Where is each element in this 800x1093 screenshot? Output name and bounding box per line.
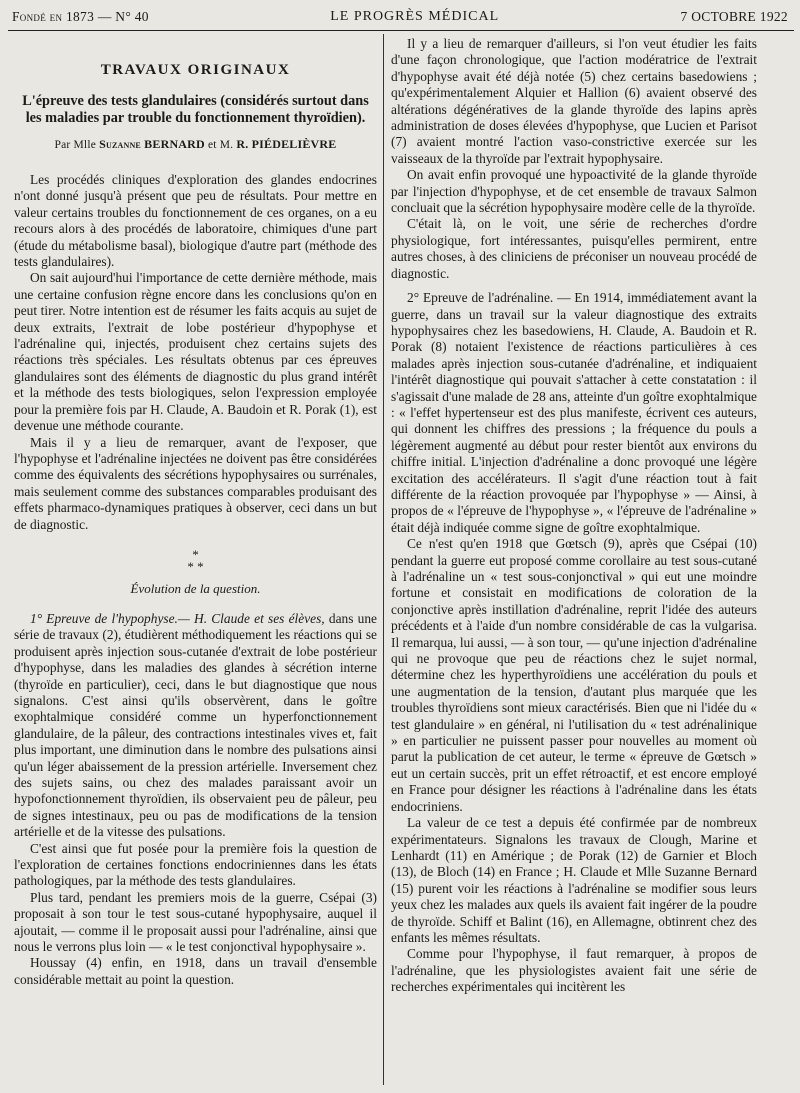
author-prefix: Par Mlle	[54, 139, 97, 151]
column-divider	[383, 34, 384, 1085]
right-paragraph-3: C'était là, on le voit, une série de recherches d'ordre physiologique, fort intéressantes, puisqu'elles permirent, entre autres choses, à des cliniciens de préconiser un nouveau procédé de diagnostic.	[391, 216, 757, 281]
asterism	[14, 546, 377, 574]
spacer	[391, 282, 757, 290]
left-paragraph-1: Les procédés cliniques d'exploration des glandes endocrines n'ont donné jusqu'à présent que peu de résultats. Pour mettre en valeur certains troubles du fonctionnement de ces organes, on a eu recours alors à des procédés de laboratoire, chimiques d'une part (étude du métabolisme basal), biologique d'autre part (méthode des tests glandulaires).	[14, 172, 377, 270]
header-founded: Fondé en 1873 — N° 40	[12, 9, 149, 24]
article-authors	[14, 137, 377, 152]
left-paragraph-4-lead: 1° Epreuve de l'hypophyse.— H. Claude et ses élèves,	[30, 610, 325, 626]
right-paragraph-7: Comme pour l'hypophyse, il faut remarquer, à propos de l'adrénaline, que les physiologistes avaient fait une série de recherches expérimentales qui incitèrent les	[391, 946, 757, 995]
right-paragraph-1: Il y a lieu de remarquer d'ailleurs, si l'on veut étudier les faits d'une façon chronologique, que l'action modératrice de l'extrait d'hypophyse avait été déjà notée (5) chez certains basedowiens ; qu'expérimentalement Alquier et Hallion (6) avaient observé des altérations dégénératives de la glande thyroïde des lapins après administration de doses élevées d'hypophyse, que Lucien et Parisot (7) avaient montré l'action vaso-constrictive exercée sur les vaisseaux de la thyroïde par l'extrait hypophysaire.	[391, 36, 757, 166]
right-paragraph-2: On avait enfin provoqué une hypoactivité de la glande thyroïde par l'injection d'hypophyse, et de cet ensemble de travaux Salmon concluait que la sécrétion hypophysaire modère celle de la thyroïde.	[391, 167, 757, 216]
asterism-bottom: * *	[187, 558, 204, 574]
subsection-heading: Évolution de la question.	[130, 580, 261, 596]
section-title: TRAVAUX ORIGINAUX	[100, 62, 291, 78]
header-date: 7 OCTOBRE 1922	[680, 9, 788, 24]
left-paragraph-7: Houssay (4) enfin, en 1918, dans un travail d'ensemble considérable mettait au point la question.	[14, 955, 377, 987]
left-column	[14, 36, 377, 1089]
right-paragraph-4: 2° Epreuve de l'adrénaline. — En 1914, immédiatement avant la guerre, dans un travail sur la valeur diagnostique des extraits hypophysaires chez les basedowiens, H. Claude, A. Baudoin et R. Porak (8) notaient l'existence de réactions particulières à ces malades après injection sous-cutanée d'adrénaline, et indiquaient l'intérêt diagnostique qui pouvait s'attacher à cette constatation : il s'agissait d'une malade de 28 ans, atteinte d'un goître exophtalmique : « l'effet hypertenseur est des plus manifeste, écrivent ces auteurs, qui donnent les chiffres des pressions ; la fréquence du pouls a légèrement augmenté au début pour rester bientôt aux environs du chiffre initial. L'injection d'adrénaline a donc provoqué une légère excitation des accélérateurs. Il s'agit d'une réaction tout à fait différente de la réaction provoquée par l'hypophyse » — Ainsi, à propos de « l'épreuve de l'hypophyse », « l'épreuve de l'adrénaline » était déjà indiquée comme signe de goître exophtalmique.	[391, 290, 757, 535]
right-column	[391, 36, 757, 1089]
header-journal-title: LE PROGRÈS MÉDICAL	[330, 9, 500, 24]
left-paragraph-2: On sait aujourd'hui l'importance de cette dernière méthode, mais une certaine confusion règne encore dans les conclusions qu'on en peut tirer. Notre intention est de résumer les faits acquis au sujet de deux extraits, l'extrait de lobe postérieur d'hypophyse et l'adrénaline qui, injectés, produisent chez certains sujets des réactions très spéciales. Les résultats obtenus par ces épreuves glandulaires sont des éléments de diagnostic du plus grand intérêt et la méthode des tests biologiques, selon l'expression employée pour la première fois par H. Claude, A. Baudoin et R. Porak (1), est devenue une méthode courante.	[14, 270, 377, 434]
header-rule	[8, 30, 794, 31]
left-paragraph-4-body: dans une série de travaux (2), étudièrent méthodiquement les réactions qui se produisent après injection sous-cutanée d'extrait de lobe postérieur d'hypophyse, dans les maladies des glandes à sécrétion interne (thyroïde en particulier), ceci, dans le but diagnostique que nous signalons. C'est ainsi qu'ils observèrent, dans le goître exophtalmique considéré comme un hyperfonctionnement glandulaire, de la pâleur, des contractions intestinales vives et, fait plus important, une diminution dans le nombre des pulsations ainsi qu'un léger abaissement de la pression artérielle. Inversement chez des sujets sains, ou chez des malades paraissant avoir un hypofonctionnement thyroïdien, ils observaient peu de pâleur, peu de signes intestinaux, peu ou pas de modifications de la tension artérielle et de la vitesse des pulsations.	[14, 610, 377, 840]
author-1: Suzanne BERNARD	[99, 137, 205, 151]
left-paragraph-3: Mais il y a lieu de remarquer, avant de l'exposer, que l'hypophyse et l'adrénaline injectées ne doivent pas être considérées comme des équivalents des sécrétions hypophysaires ou surrénales, mais seulement comme des substances comparables produisant des effets pharmaco-dynamiques pratiques à observer, ceci dans un but de diagnostic.	[14, 434, 377, 532]
left-paragraph-5: C'est ainsi que fut posée pour la première fois la question de l'exploration de certaines fonctions endocriniennes dans les états pathologiques, par la méthode des tests glandulaires.	[14, 840, 377, 889]
asterism-top: *	[192, 546, 199, 562]
right-paragraph-6: La valeur de ce test a depuis été confirmée par de nombreux expérimentateurs. Signalons les travaux de Clough, Marine et Lenhardt (11) en Amérique ; de Porak (12) de Garnier et Bloch (13), de Bloch (14) en France ; H. Claude et Mlle Suzanne Bernard (15) purent voir les réactions à l'adrénaline se modifier sous leurs yeux chez les malades aux quels ils avaient fait ingérer de la poudre de thyroïde. Schiff et Balint (16), en Allemagne, obtinrent chez des enfants les mêmes résultats.	[391, 815, 757, 945]
left-paragraph-4	[14, 611, 377, 841]
left-paragraph-6: Plus tard, pendant les premiers mois de la guerre, Csépai (3) proposait à son tour le test sous-cutané hypophysaire, auquel il ajoutait, — comme il le proposait aussi pour l'adrénaline, ainsi que nous le verrons plus loin — « le test conjonctival hypophysaire ».	[14, 889, 377, 955]
author-and: et M.	[207, 139, 234, 151]
article-title: L'épreuve des tests glandulaires (considérés surtout dans les maladies par trouble du fonctionnement thyroïdien).	[22, 93, 369, 126]
author-2: R. PIÉDELIÈVRE	[236, 137, 337, 151]
right-paragraph-5: Ce n'est qu'en 1918 que Gœtsch (9), après que Csépai (10) pendant la guerre eut proposé comme corollaire au test sous-cutané à l'adrénaline un « test sous-conjonctival » qui eut une moindre fortune et consistait en modifications de coloration de la conjonctive après instillation d'adrénaline, reprit l'idée des auteurs précédents et à l'aide d'un nombre considérable de cas la vulgarisa. Il remarqua, lui aussi, — à son tour, — qu'une injection d'adrénaline qui ne provoque que peu de réactions chez le sujet normal, détermine chez les hyperthyroïdiens une accélération du pouls et une augmentation de la tension, d'autant plus marquée que les troubles thyroïdiens sont mieux caractérisés. Bien que ni l'idée du « test glandulaire » en général, ni l'utilisation du « test adrénalinique » en particulier ne puissent passer pour nouvelles au moment où parut la publication de cet auteur, le terme « épreuve de Gœtsch » eut un certain succès, prit un effet rétroactif, et est encore employé en France pour désigner les réactions à l'adrénaline dans les états endocriniens.	[391, 536, 757, 814]
page-header	[12, 6, 788, 28]
